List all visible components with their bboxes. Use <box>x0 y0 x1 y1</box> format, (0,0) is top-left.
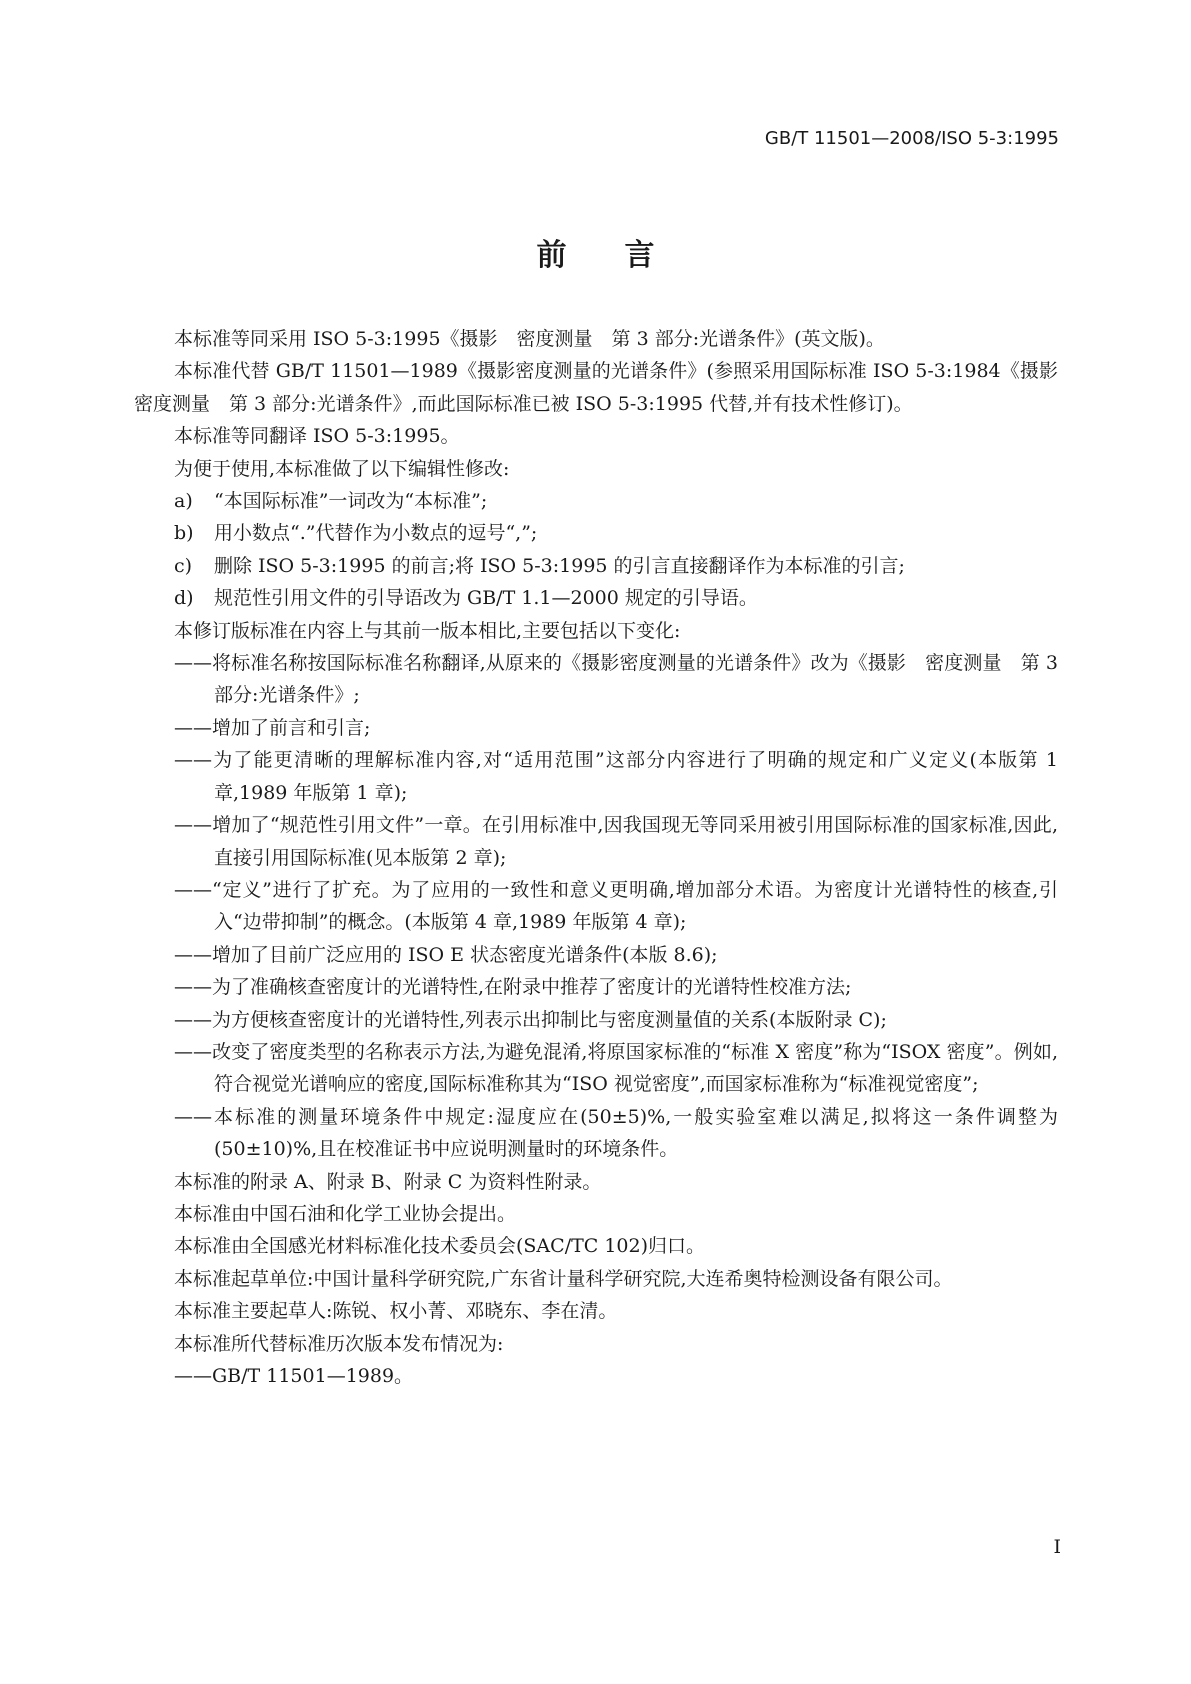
history-item: ——GB/T 11501—1989。 <box>174 1365 414 1387</box>
change-item: ——改变了密度类型的名称表示方法,为避免混淆,将原国家标准的“标准 X 密度”称为“ISOX 密度”。例如,符合视觉光谱响应的密度,国际标准称其为“ISO 视觉密度”,而国家标准称为“标准视觉密度”; <box>174 1040 1058 1096</box>
change-item: ——为了能更清晰的理解标准内容,对“适用范围”这部分内容进行了明确的规定和广义定义(本版第 1 章,1989 年版第 1 章); <box>174 749 1058 804</box>
change-item: ——将标准名称按国际标准名称翻译,从原来的《摄影密度测量的光谱条件》改为《摄影 密度测量 第 3 部分:光谱条件》; <box>174 652 1058 707</box>
change-item: ——“定义”进行了扩充。为了应用的一致性和意义更明确,增加部分术语。为密度计光谱特性的核查,引入“边带抑制”的概念。(本版第 4 章,1989 年版第 4 章); <box>174 878 1058 934</box>
edit-item-label: a) <box>174 490 193 513</box>
edit-item-label: b) <box>174 522 194 545</box>
foreword-body <box>134 323 1078 1392</box>
change-item: ——增加了目前广泛应用的 ISO E 状态密度光谱条件(本版 8.6); <box>174 943 718 966</box>
edit-item-text: “本国际标准”一词改为“本标准”; <box>214 490 488 513</box>
change-item: ——本标准的测量环境条件中规定:湿度应在(50±5)%,一般实验室难以满足,拟将这一条件调整为(50±10)%,且在校准证书中应说明测量时的环境条件。 <box>174 1105 1058 1161</box>
edit-item <box>174 582 1058 614</box>
edit-item <box>174 517 1058 549</box>
edit-item <box>174 485 1058 517</box>
edit-item-label: d) <box>174 587 194 610</box>
edit-item-text: 用小数点“.”代替作为小数点的逗号“,”; <box>214 522 538 545</box>
paragraph: 本标准等同采用 ISO 5-3:1995《摄影 密度测量 第 3 部分:光谱条件》(英文版)。 <box>174 328 885 350</box>
page-title: 前言 <box>536 238 713 273</box>
edit-item <box>174 550 1058 582</box>
paragraph: 本标准主要起草人:陈锐、权小菁、邓晓东、李在清。 <box>174 1300 618 1323</box>
paragraph: 本标准等同翻译 ISO 5-3:1995。 <box>174 425 460 448</box>
paragraph: 本修订版标准在内容上与其前一版本相比,主要包括以下变化: <box>174 619 681 642</box>
paragraph: 本标准代替 GB/T 11501—1989《摄影密度测量的光谱条件》(参照采用国际标准 ISO 5-3:1984《摄影 密度测量 第 3 部分:光谱条件》,而此国际标准已被 ISO 5-3:1995 代替,并有技术性修订)。 <box>134 360 1078 415</box>
edit-item-label: c) <box>174 554 193 577</box>
change-item: ——增加了“规范性引用文件”一章。在引用标准中,因我国现无等同采用被引用国际标准的国家标准,因此,直接引用国际标准(见本版第 2 章); <box>174 814 1058 869</box>
edit-item-text: 删除 ISO 5-3:1995 的前言;将 ISO 5-3:1995 的引言直接翻译作为本标准的引言; <box>214 554 905 577</box>
paragraph: 本标准的附录 A、附录 B、附录 C 为资料性附录。 <box>174 1170 602 1193</box>
edit-item-text: 规范性引用文件的引导语改为 GB/T 1.1—2000 规定的引导语。 <box>214 587 758 610</box>
document-header: GB/T 11501—2008/ISO 5-3:1995 <box>764 128 1059 149</box>
change-item: ——为方便核查密度计的光谱特性,列表示出抑制比与密度测量值的关系(本版附录 C); <box>174 1008 887 1031</box>
change-item: ——为了准确核查密度计的光谱特性,在附录中推荐了密度计的光谱特性校准方法; <box>174 976 852 999</box>
paragraph: 本标准起草单位:中国计量科学研究院,广东省计量科学研究院,大连希奥特检测设备有限公司。 <box>174 1267 953 1290</box>
page-number: I <box>1053 1536 1061 1558</box>
change-item: ——增加了前言和引言; <box>174 716 371 739</box>
paragraph: 为便于使用,本标准做了以下编辑性修改: <box>174 457 510 480</box>
paragraph: 本标准由中国石油和化学工业协会提出。 <box>174 1202 517 1225</box>
paragraph: 本标准所代替标准历次版本发布情况为: <box>174 1332 504 1355</box>
paragraph: 本标准由全国感光材料标准化技术委员会(SAC/TC 102)归口。 <box>174 1235 706 1258</box>
